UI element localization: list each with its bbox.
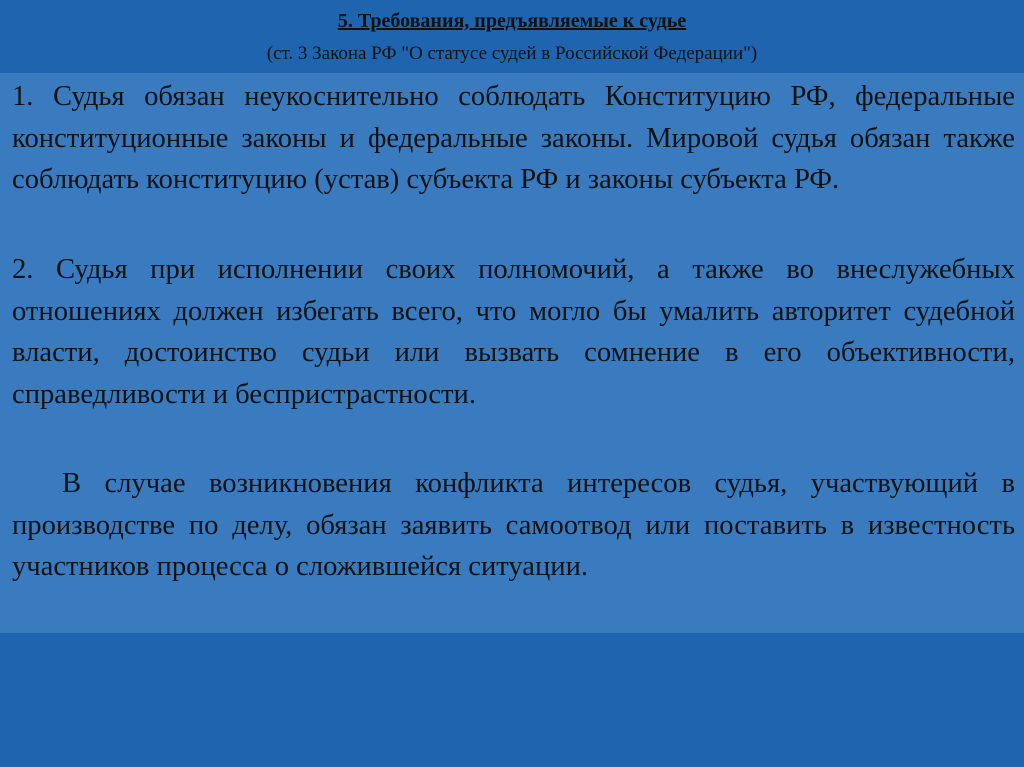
body-text-box (0, 73, 1024, 633)
slide-subtitle: (ст. 3 Закона РФ "О статусе судей в Российской Федерации") (266, 43, 758, 64)
paragraph-2: 2. Судья при исполнении своих полномочий, а также во внеслужебных отношениях должен избегать всего, что могло бы умалить авторитет судебной власти, достоинство судьи или вызвать сомнение в его объективности, справедливости и беспристрастности. (12, 254, 1015, 410)
slide-title: 5. Требования, предъявляемые к судье (337, 10, 687, 32)
paragraph-1: 1. Судья обязан неукоснительно соблюдать Конституцию РФ, федеральные конституционные законы и федеральные законы. Мировой судья обязан также соблюдать конституцию (устав) субъекта РФ и законы субъекта РФ. (12, 81, 1015, 195)
paragraph-3: В случае возникновения конфликта интересов судья, участвующий в производстве по делу, обязан заявить самоотвод или поставить в известность участников процесса о сложившейся ситуации. (12, 468, 1015, 582)
